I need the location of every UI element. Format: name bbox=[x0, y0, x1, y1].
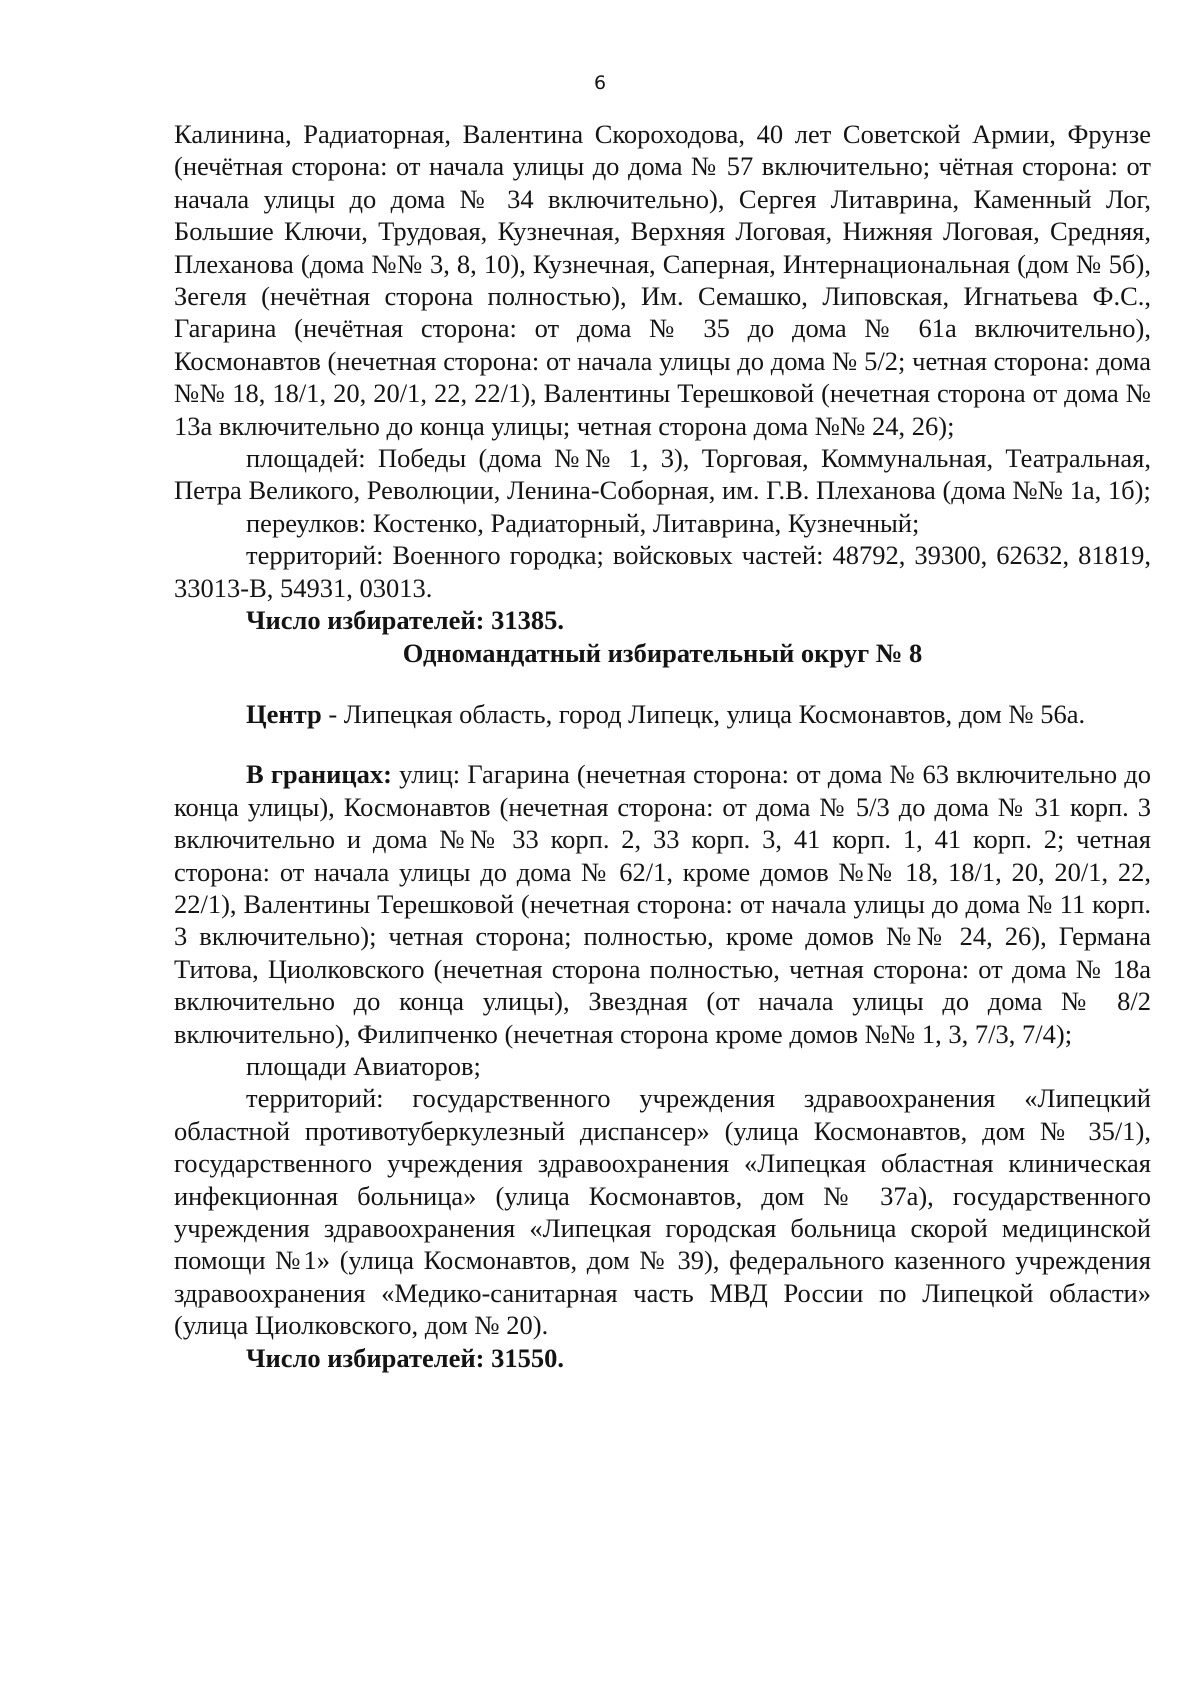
bounds-text: улиц: Гагарина (нечетная сторона: от дома № 63 включительно до конца улицы), Космонавтов (нечетная сторона: от дома № 5/3 до дома № 31 корп. 3 включительно и дома №№ 33 корп. 2, 33 корп. 3, 41 корп. 1, 41 корп. 2; четная сторона: от начала улицы до дома № 62/1, кроме домов №№ 18, 18/1, 20, 20/1, 22, 22/1), Валентины Терешковой (нечетная сторона: от начала улицы до дома № 11 корп. 3 включительно); четная сторона; полностью, кроме домов №№ 24, 26), Германа Титова, Циолковского (нечетная сторона полностью, четная сторона: от дома № 18а включительно до конца улицы), Звездная (от начала улицы до дома № 8/2 включительно), Филипченко (нечетная сторона кроме домов №№ 1, 3, 7/3, 7/4); bbox=[174, 759, 1152, 1049]
center-paragraph bbox=[174, 698, 1151, 730]
territories-paragraph: территорий: Военного городка; войсковых частей: 48792, 39300, 62632, 81819, 33013-В, 54931, 03013. bbox=[174, 540, 1151, 603]
voter-count-district-7: Число избирателей: 31385. bbox=[246, 605, 564, 636]
institutions-territories-paragraph: территорий: государственного учреждения здравоохранения «Липецкий областной противотуберкулезный диспансер» (улица Космонавтов, дом № 35/1), государственного учреждения здравоохранения «Липецкая областная клиническая инфекционная больница» (улица Космонавтов, дом № 37а), государственного учреждения здравоохранения «Липецкая городская больница скорой медицинской помощи №1» (улица Космонавтов, дом № 39), федерального казенного учреждения здравоохранения «Медико-санитарная часть МВД России по Липецкой области» (улица Циолковского, дом № 20). bbox=[174, 1083, 1151, 1341]
district-8-heading: Одномандатный избирательный округ № 8 bbox=[402, 637, 923, 668]
streets-continuation-paragraph: Калинина, Радиаторная, Валентина Скороходова, 40 лет Советской Армии, Фрунзе (нечётная сторона: от начала улицы до дома № 57 включительно; чётная сторона: от начала улицы до дома № 34 включительно), Сергея Литаврина, Каменный Лог, Большие Ключи, Трудовая, Кузнечная, Верхняя Логовая, Нижняя Логовая, Средняя, Плеханова (дома №№ 3, 8, 10), Кузнечная, Саперная, Интернациональная (дом № 5б), Зегеля (нечётная сторона полностью), Им. Семашко, Липовская, Игнатьева Ф.С., Гагарина (нечётная сторона: от дома № 35 до дома № 61а включительно), Космонавтов (нечетная сторона: от начала улицы до дома № 5/2; четная сторона: дома №№ 18, 18/1, 20, 20/1, 22, 22/1), Валентины Терешковой (нечетная сторона от дома № 13а включительно до конца улицы; четная сторона дома №№ 24, 26); bbox=[174, 119, 1151, 441]
page-number: 6 bbox=[593, 72, 607, 94]
bounds-paragraph bbox=[174, 758, 1151, 1050]
voter-count-district-8: Число избирателей: 31550. bbox=[246, 1342, 564, 1373]
center-label: Центр bbox=[246, 698, 322, 729]
squares-paragraph: площадей: Победы (дома №№ 1, 3), Торговая, Коммунальная, Театральная, Петра Великого, Революции, Ленина-Соборная, им. Г.В. Плеханова (дома №№ 1а, 1б); bbox=[174, 443, 1151, 506]
bounds-label: В границах: bbox=[246, 759, 392, 790]
center-text: - Липецкая область, город Липецк, улица Космонавтов, дом № 56а. bbox=[321, 698, 1086, 729]
aviators-square-paragraph: площади Авиаторов; bbox=[246, 1050, 481, 1081]
lanes-paragraph: переулков: Костенко, Радиаторный, Литаврина, Кузнечный; bbox=[246, 507, 920, 538]
document-body bbox=[174, 118, 1151, 1374]
